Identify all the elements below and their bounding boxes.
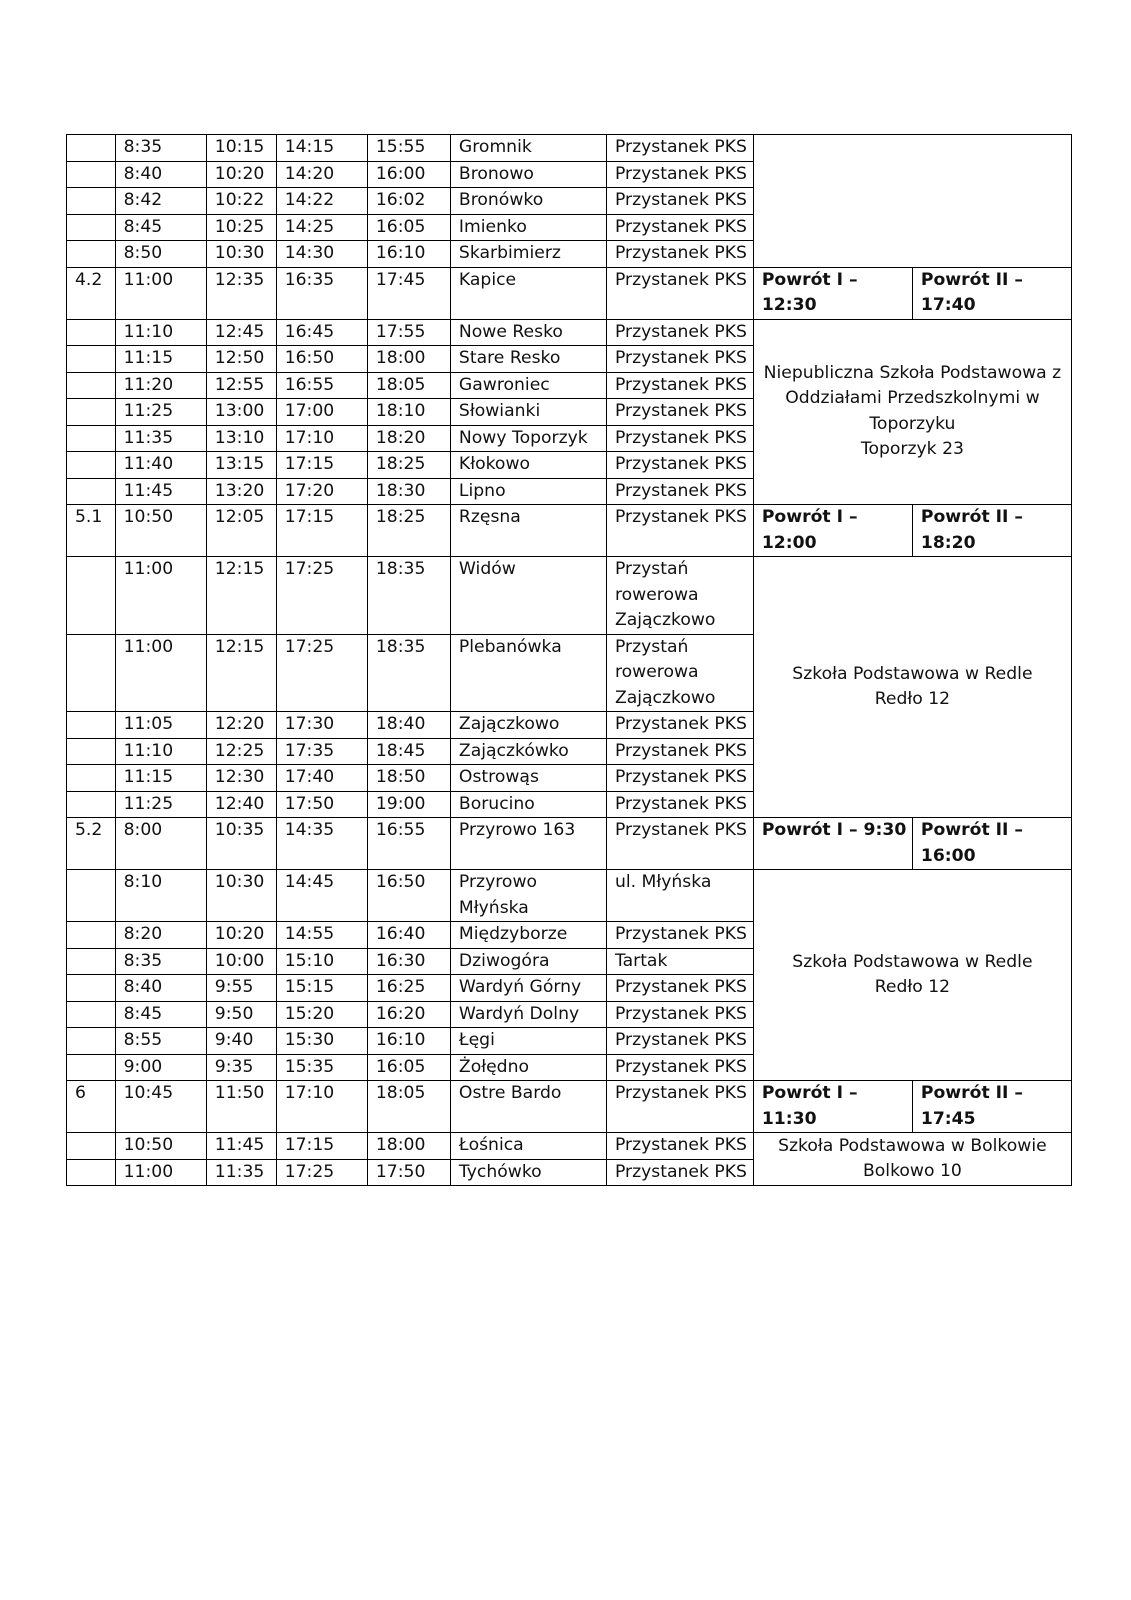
time-2: 10:20 bbox=[206, 922, 276, 949]
stop-name: Przystanek PKS bbox=[606, 267, 753, 319]
table-row bbox=[67, 267, 1072, 319]
time-1: 11:10 bbox=[115, 738, 206, 765]
place-name: Lipno bbox=[450, 478, 606, 505]
time-3: 17:10 bbox=[276, 425, 367, 452]
stop-name: Przystanek PKS bbox=[606, 188, 753, 215]
time-4: 16:25 bbox=[367, 975, 450, 1002]
time-2: 13:10 bbox=[206, 425, 276, 452]
time-3: 17:20 bbox=[276, 478, 367, 505]
time-4: 18:25 bbox=[367, 452, 450, 479]
time-3: 16:45 bbox=[276, 319, 367, 346]
time-3: 14:15 bbox=[276, 135, 367, 162]
stop-name: Przystanek PKS bbox=[606, 161, 753, 188]
stop-name: Przystanek PKS bbox=[606, 818, 753, 870]
stop-name: Przystanek PKS bbox=[606, 214, 753, 241]
time-4: 16:02 bbox=[367, 188, 450, 215]
time-1: 11:20 bbox=[115, 372, 206, 399]
school-address: Toporzyk 23 bbox=[860, 439, 964, 460]
time-3: 17:40 bbox=[276, 765, 367, 792]
route-number-cell bbox=[67, 399, 116, 426]
place-name: Kłokowo bbox=[450, 452, 606, 479]
stop-name: Przystań rowerowa Zajączkowo bbox=[606, 634, 753, 712]
route-number-cell bbox=[67, 346, 116, 373]
time-2: 11:45 bbox=[206, 1133, 276, 1160]
stop-name: Przystanek PKS bbox=[606, 241, 753, 268]
time-3: 17:25 bbox=[276, 557, 367, 635]
time-4: 17:45 bbox=[367, 267, 450, 319]
school-cell bbox=[753, 319, 1071, 505]
bus-schedule-table bbox=[66, 134, 1072, 1186]
time-3: 15:30 bbox=[276, 1028, 367, 1055]
stop-name: ul. Młyńska bbox=[606, 870, 753, 922]
return-2: Powrót II – 16:00 bbox=[912, 818, 1071, 870]
place-name: Skarbimierz bbox=[450, 241, 606, 268]
place-name: Łośnica bbox=[450, 1133, 606, 1160]
route-number-cell: 5.2 bbox=[67, 818, 116, 870]
time-3: 14:30 bbox=[276, 241, 367, 268]
time-4: 18:00 bbox=[367, 346, 450, 373]
stop-name: Przystanek PKS bbox=[606, 1133, 753, 1160]
table-row bbox=[67, 870, 1072, 922]
time-4: 18:10 bbox=[367, 399, 450, 426]
stop-name: Przystań rowerowa Zajączkowo bbox=[606, 557, 753, 635]
route-number-cell bbox=[67, 870, 116, 922]
stop-name: Przystanek PKS bbox=[606, 765, 753, 792]
school-cell bbox=[753, 557, 1071, 818]
stop-name: Przystanek PKS bbox=[606, 738, 753, 765]
return-1: Powrót I – 9:30 bbox=[753, 818, 912, 870]
time-1: 11:15 bbox=[115, 765, 206, 792]
time-4: 15:55 bbox=[367, 135, 450, 162]
stop-name: Przystanek PKS bbox=[606, 452, 753, 479]
time-1: 11:15 bbox=[115, 346, 206, 373]
stop-name: Przystanek PKS bbox=[606, 372, 753, 399]
route-number-cell bbox=[67, 135, 116, 162]
place-name: Borucino bbox=[450, 791, 606, 818]
time-4: 18:35 bbox=[367, 557, 450, 635]
time-3: 14:35 bbox=[276, 818, 367, 870]
stop-name: Przystanek PKS bbox=[606, 478, 753, 505]
time-2: 12:05 bbox=[206, 505, 276, 557]
stop-name: Przystanek PKS bbox=[606, 922, 753, 949]
time-1: 9:00 bbox=[115, 1054, 206, 1081]
stop-name: Przystanek PKS bbox=[606, 975, 753, 1002]
time-1: 11:00 bbox=[115, 1159, 206, 1186]
time-4: 18:25 bbox=[367, 505, 450, 557]
school-address: Redło 12 bbox=[874, 689, 951, 709]
route-number-cell bbox=[67, 738, 116, 765]
route-number-cell bbox=[67, 634, 116, 712]
place-name: Gromnik bbox=[450, 135, 606, 162]
time-3: 17:35 bbox=[276, 738, 367, 765]
place-name: Stare Resko bbox=[450, 346, 606, 373]
time-4: 17:55 bbox=[367, 319, 450, 346]
place-name: Rzęsna bbox=[450, 505, 606, 557]
route-number-cell: 5.1 bbox=[67, 505, 116, 557]
route-number-cell bbox=[67, 1028, 116, 1055]
time-1: 8:55 bbox=[115, 1028, 206, 1055]
time-4: 18:50 bbox=[367, 765, 450, 792]
place-name: Wardyń Dolny bbox=[450, 1001, 606, 1028]
place-name: Międzyborze bbox=[450, 922, 606, 949]
stop-name: Przystanek PKS bbox=[606, 1081, 753, 1133]
time-4: 18:40 bbox=[367, 712, 450, 739]
route-number-cell bbox=[67, 214, 116, 241]
time-2: 9:35 bbox=[206, 1054, 276, 1081]
time-3: 17:15 bbox=[276, 505, 367, 557]
time-2: 10:30 bbox=[206, 870, 276, 922]
route-number-cell bbox=[67, 161, 116, 188]
time-2: 11:35 bbox=[206, 1159, 276, 1186]
route-number-cell: 6 bbox=[67, 1081, 116, 1133]
stop-name: Przystanek PKS bbox=[606, 1054, 753, 1081]
table-row bbox=[67, 505, 1072, 557]
route-number-cell bbox=[67, 478, 116, 505]
route-number-cell bbox=[67, 188, 116, 215]
time-3: 17:15 bbox=[276, 1133, 367, 1160]
stop-name: Przystanek PKS bbox=[606, 1159, 753, 1186]
time-1: 11:40 bbox=[115, 452, 206, 479]
place-name: Łęgi bbox=[450, 1028, 606, 1055]
time-3: 15:10 bbox=[276, 948, 367, 975]
time-3: 14:22 bbox=[276, 188, 367, 215]
route-number-cell bbox=[67, 1001, 116, 1028]
school-name: Szkoła Podstawowa w Redle bbox=[792, 663, 1033, 684]
route-number-cell bbox=[67, 1159, 116, 1186]
place-name: Przyrowo 163 bbox=[450, 818, 606, 870]
time-4: 16:05 bbox=[367, 214, 450, 241]
stop-name: Przystanek PKS bbox=[606, 505, 753, 557]
time-2: 10:35 bbox=[206, 818, 276, 870]
place-name: Zajączkowo bbox=[450, 712, 606, 739]
stop-name: Przystanek PKS bbox=[606, 399, 753, 426]
time-2: 12:50 bbox=[206, 346, 276, 373]
route-number-cell bbox=[67, 372, 116, 399]
route-number-cell bbox=[67, 1054, 116, 1081]
time-4: 16:00 bbox=[367, 161, 450, 188]
time-3: 15:15 bbox=[276, 975, 367, 1002]
time-3: 14:45 bbox=[276, 870, 367, 922]
time-2: 11:50 bbox=[206, 1081, 276, 1133]
place-name: Ostre Bardo bbox=[450, 1081, 606, 1133]
route-number-cell bbox=[67, 241, 116, 268]
time-4: 18:20 bbox=[367, 425, 450, 452]
place-name: Dziwogóra bbox=[450, 948, 606, 975]
route-number-cell bbox=[67, 425, 116, 452]
time-1: 10:50 bbox=[115, 1133, 206, 1160]
time-2: 12:15 bbox=[206, 557, 276, 635]
place-name: Bronowo bbox=[450, 161, 606, 188]
stop-name: Przystanek PKS bbox=[606, 135, 753, 162]
table-row bbox=[67, 557, 1072, 635]
school-name: Niepubliczna Szkoła Podstawowa z Oddziałami Przedszkolnymi w Toporzyku bbox=[763, 362, 1062, 434]
time-3: 17:30 bbox=[276, 712, 367, 739]
time-4: 16:55 bbox=[367, 818, 450, 870]
time-1: 11:05 bbox=[115, 712, 206, 739]
time-4: 16:30 bbox=[367, 948, 450, 975]
time-2: 10:15 bbox=[206, 135, 276, 162]
stop-name: Przystanek PKS bbox=[606, 1028, 753, 1055]
stop-name: Przystanek PKS bbox=[606, 319, 753, 346]
time-1: 8:45 bbox=[115, 1001, 206, 1028]
table-row bbox=[67, 135, 1072, 162]
time-4: 16:40 bbox=[367, 922, 450, 949]
time-1: 11:00 bbox=[115, 557, 206, 635]
school-address: Redło 12 bbox=[874, 977, 951, 997]
return-1: Powrót I – 12:30 bbox=[753, 267, 912, 319]
time-3: 17:15 bbox=[276, 452, 367, 479]
return-2: Powrót II – 18:20 bbox=[912, 505, 1071, 557]
stop-name: Przystanek PKS bbox=[606, 346, 753, 373]
route-number-cell: 4.2 bbox=[67, 267, 116, 319]
route-number-cell bbox=[67, 557, 116, 635]
place-name: Przyrowo Młyńska bbox=[450, 870, 606, 922]
place-name: Słowianki bbox=[450, 399, 606, 426]
time-2: 10:25 bbox=[206, 214, 276, 241]
route-number-cell bbox=[67, 712, 116, 739]
place-name: Zajączkówko bbox=[450, 738, 606, 765]
school-address: Bolkowo 10 bbox=[862, 1161, 962, 1181]
time-1: 11:35 bbox=[115, 425, 206, 452]
route-number-cell bbox=[67, 1133, 116, 1160]
time-2: 12:45 bbox=[206, 319, 276, 346]
time-2: 10:20 bbox=[206, 161, 276, 188]
time-2: 12:30 bbox=[206, 765, 276, 792]
return-2: Powrót II – 17:40 bbox=[912, 267, 1071, 319]
time-4: 18:05 bbox=[367, 372, 450, 399]
time-2: 13:20 bbox=[206, 478, 276, 505]
place-name: Nowy Toporzyk bbox=[450, 425, 606, 452]
place-name: Ostrowąs bbox=[450, 765, 606, 792]
time-3: 17:25 bbox=[276, 634, 367, 712]
school-cell bbox=[753, 1133, 1071, 1186]
time-1: 8:10 bbox=[115, 870, 206, 922]
time-4: 19:00 bbox=[367, 791, 450, 818]
route-number-cell bbox=[67, 765, 116, 792]
time-1: 11:45 bbox=[115, 478, 206, 505]
school-name: Szkoła Podstawowa w Bolkowie bbox=[778, 1135, 1047, 1156]
table-row bbox=[67, 818, 1072, 870]
stop-name: Tartak bbox=[606, 948, 753, 975]
time-2: 13:15 bbox=[206, 452, 276, 479]
place-name: Bronówko bbox=[450, 188, 606, 215]
place-name: Imienko bbox=[450, 214, 606, 241]
time-3: 17:25 bbox=[276, 1159, 367, 1186]
time-4: 18:05 bbox=[367, 1081, 450, 1133]
place-name: Widów bbox=[450, 557, 606, 635]
time-2: 12:15 bbox=[206, 634, 276, 712]
time-3: 14:55 bbox=[276, 922, 367, 949]
route-number-cell bbox=[67, 452, 116, 479]
route-number-cell bbox=[67, 948, 116, 975]
time-4: 16:50 bbox=[367, 870, 450, 922]
return-2: Powrót II – 17:45 bbox=[912, 1081, 1071, 1133]
stop-name: Przystanek PKS bbox=[606, 712, 753, 739]
time-1: 11:00 bbox=[115, 634, 206, 712]
time-2: 9:50 bbox=[206, 1001, 276, 1028]
time-2: 12:40 bbox=[206, 791, 276, 818]
school-name: Szkoła Podstawowa w Redle bbox=[792, 951, 1033, 972]
place-name: Plebanówka bbox=[450, 634, 606, 712]
time-3: 15:35 bbox=[276, 1054, 367, 1081]
time-1: 8:40 bbox=[115, 975, 206, 1002]
time-1: 10:45 bbox=[115, 1081, 206, 1133]
time-2: 10:30 bbox=[206, 241, 276, 268]
time-4: 18:35 bbox=[367, 634, 450, 712]
time-3: 17:50 bbox=[276, 791, 367, 818]
time-4: 18:45 bbox=[367, 738, 450, 765]
table-row bbox=[67, 1133, 1072, 1160]
time-1: 8:35 bbox=[115, 948, 206, 975]
time-1: 8:40 bbox=[115, 161, 206, 188]
time-1: 10:50 bbox=[115, 505, 206, 557]
time-3: 16:35 bbox=[276, 267, 367, 319]
time-4: 16:10 bbox=[367, 1028, 450, 1055]
place-name: Tychówko bbox=[450, 1159, 606, 1186]
table-row bbox=[67, 319, 1072, 346]
place-name: Kapice bbox=[450, 267, 606, 319]
time-4: 18:00 bbox=[367, 1133, 450, 1160]
time-1: 8:45 bbox=[115, 214, 206, 241]
time-3: 17:10 bbox=[276, 1081, 367, 1133]
place-name: Żołędno bbox=[450, 1054, 606, 1081]
time-3: 15:20 bbox=[276, 1001, 367, 1028]
time-2: 10:00 bbox=[206, 948, 276, 975]
time-1: 11:00 bbox=[115, 267, 206, 319]
time-4: 17:50 bbox=[367, 1159, 450, 1186]
route-number-cell bbox=[67, 922, 116, 949]
time-2: 10:22 bbox=[206, 188, 276, 215]
time-3: 16:55 bbox=[276, 372, 367, 399]
time-3: 17:00 bbox=[276, 399, 367, 426]
school-cell-empty bbox=[753, 135, 1071, 268]
time-4: 16:05 bbox=[367, 1054, 450, 1081]
place-name: Wardyń Górny bbox=[450, 975, 606, 1002]
time-4: 16:20 bbox=[367, 1001, 450, 1028]
time-1: 8:35 bbox=[115, 135, 206, 162]
time-2: 12:35 bbox=[206, 267, 276, 319]
time-3: 16:50 bbox=[276, 346, 367, 373]
time-4: 16:10 bbox=[367, 241, 450, 268]
time-1: 11:10 bbox=[115, 319, 206, 346]
return-1: Powrót I – 12:00 bbox=[753, 505, 912, 557]
time-1: 8:42 bbox=[115, 188, 206, 215]
time-2: 9:55 bbox=[206, 975, 276, 1002]
place-name: Gawroniec bbox=[450, 372, 606, 399]
time-1: 8:00 bbox=[115, 818, 206, 870]
route-number-cell bbox=[67, 975, 116, 1002]
stop-name: Przystanek PKS bbox=[606, 425, 753, 452]
return-1: Powrót I – 11:30 bbox=[753, 1081, 912, 1133]
time-1: 11:25 bbox=[115, 399, 206, 426]
time-3: 14:25 bbox=[276, 214, 367, 241]
route-number-cell bbox=[67, 319, 116, 346]
time-2: 12:25 bbox=[206, 738, 276, 765]
stop-name: Przystanek PKS bbox=[606, 791, 753, 818]
time-3: 14:20 bbox=[276, 161, 367, 188]
stop-name: Przystanek PKS bbox=[606, 1001, 753, 1028]
table-row bbox=[67, 1081, 1072, 1133]
route-number-cell bbox=[67, 791, 116, 818]
time-1: 8:20 bbox=[115, 922, 206, 949]
time-1: 8:50 bbox=[115, 241, 206, 268]
time-2: 13:00 bbox=[206, 399, 276, 426]
time-4: 18:30 bbox=[367, 478, 450, 505]
time-2: 12:55 bbox=[206, 372, 276, 399]
place-name: Nowe Resko bbox=[450, 319, 606, 346]
school-cell bbox=[753, 870, 1071, 1081]
time-1: 11:25 bbox=[115, 791, 206, 818]
time-2: 12:20 bbox=[206, 712, 276, 739]
time-2: 9:40 bbox=[206, 1028, 276, 1055]
